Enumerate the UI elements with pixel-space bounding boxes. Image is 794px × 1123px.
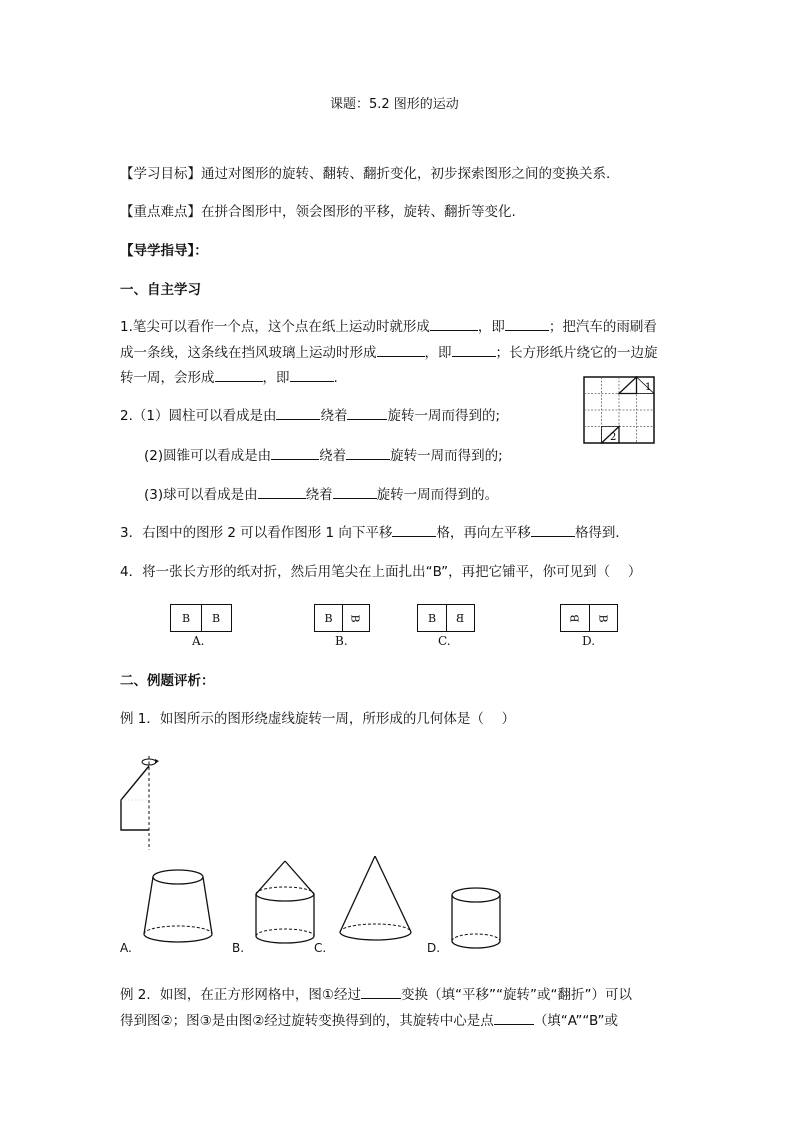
q4-option-b-right (342, 605, 369, 631)
arrowhead-icon (155, 759, 159, 764)
ex2-text-d: （填“A”“B”或 (533, 1013, 618, 1029)
letter-b: B (427, 611, 437, 625)
solid-cone (340, 856, 411, 940)
q2c-text-3: 旋转一周而得到的。 (376, 487, 499, 503)
example-2-line-2 (120, 1012, 618, 1030)
solid-frustum (144, 870, 212, 942)
learning-goal (120, 165, 610, 183)
question-2c (144, 486, 498, 504)
translation-grid-figure (583, 376, 655, 444)
q4-option-a-right (201, 605, 231, 631)
q3-text-2: 格，再向左平移 (436, 525, 531, 541)
q2b-text-2: 绕着 (319, 448, 347, 464)
letter-b-rotated: B (349, 613, 362, 623)
key-points-tag: 【重点难点】 (120, 204, 201, 220)
q4-option-b-box[interactable] (314, 604, 370, 632)
q2a-text-1: 2.（1）圆柱可以看成是由 (120, 408, 277, 424)
rotation-shape (121, 766, 149, 830)
letter-b-mirrored: B (455, 611, 465, 625)
q3-text-1: 3．右图中的图形 2 可以看作图形 1 向下平移 (120, 525, 393, 541)
question-2a (120, 407, 500, 425)
q1-text-c: ；把汽车的雨刷看 (548, 319, 657, 335)
q4-option-d-left (561, 605, 590, 631)
ex2-text-c: 得到图②；图③是由图②经过旋转变换得到的，其旋转中心是点 (120, 1013, 494, 1029)
letter-b: B (324, 611, 333, 625)
answer-blank[interactable] (430, 318, 478, 331)
answer-blank[interactable] (494, 1012, 534, 1025)
q1-text-d: 成一条线，这条线在挡风玻璃上运动时形成 (120, 345, 377, 361)
question-1-line-1 (120, 318, 657, 336)
letter-b: B (211, 611, 221, 625)
q4-option-c-left (418, 605, 447, 631)
solid-cylinder (452, 888, 500, 948)
q1-text-g: 转一周，会形成 (120, 370, 215, 386)
ex1-option-b[interactable]: B. (232, 941, 245, 955)
ex1-option-d[interactable]: D. (427, 941, 441, 955)
page-title: 课题：5.2 图形的运动 (330, 97, 459, 112)
answer-blank[interactable] (271, 447, 319, 460)
q4-option-d-caption: D. (582, 634, 596, 648)
answer-blank[interactable] (276, 407, 320, 420)
q4-option-b-caption: B. (335, 634, 348, 648)
q4-option-d-right (589, 605, 617, 631)
learning-goal-text: 通过对图形的旋转、翻转、翻折变化，初步探索图形之间的变换关系. (201, 166, 611, 182)
q4-option-c-box[interactable] (417, 604, 475, 632)
answer-blank[interactable] (346, 447, 390, 460)
question-1-line-2 (120, 344, 658, 362)
q1-text-e: ，即 (424, 345, 452, 361)
example-2-line-1 (120, 986, 632, 1004)
answer-blank[interactable] (505, 318, 549, 331)
section-examples: 二、例题评析： (120, 673, 215, 689)
answer-blank[interactable] (452, 344, 496, 357)
letter-b: B (181, 611, 191, 625)
letter-b-rotated: B (568, 613, 582, 623)
ex2-text-b: 变换（填“平移”“旋转”或“翻折”）可以 (400, 987, 632, 1003)
q2a-text-3: 旋转一周而得到的; (387, 408, 501, 424)
question-1-line-3 (120, 369, 338, 387)
q2a-text-2: 绕着 (320, 408, 348, 424)
answer-blank[interactable] (290, 369, 334, 382)
solid-cone-cylinder (256, 861, 314, 943)
example-1: 例 1．如图所示的图形绕虚线旋转一周，所形成的几何体是（ ） (120, 711, 516, 727)
ex2-text-a: 例 2．如图，在正方形网格中，图①经过 (120, 987, 361, 1003)
question-4: 4．将一张长方形的纸对折，然后用笔尖在上面扎出“B”，再把它铺平，你可见到（ ） (120, 564, 642, 580)
answer-blank[interactable] (531, 524, 575, 537)
answer-blank[interactable] (215, 369, 263, 382)
rotation-figure (108, 752, 178, 852)
letter-b-rotated: B (596, 613, 610, 623)
question-3 (120, 524, 629, 542)
key-points-text: 在拼合图形中，领会图形的平移，旋转、翻折等变化. (201, 204, 516, 220)
answer-blank[interactable] (347, 407, 387, 420)
q4-option-a-left (171, 605, 202, 631)
q2c-text-1: (3)球可以看成是由 (144, 487, 258, 503)
q1-text-h: ，即 (262, 370, 290, 386)
q1-text-i: . (333, 370, 338, 386)
q4-option-d-box[interactable] (560, 604, 618, 632)
q3-text-3: 格得到． (574, 525, 629, 541)
q4-option-c-caption: C. (438, 634, 451, 648)
answer-blank[interactable] (333, 486, 377, 499)
question-2b (144, 447, 503, 465)
q2b-text-1: (2)圆锥可以看成是由 (144, 448, 272, 464)
q4-option-b-left (315, 605, 343, 631)
ex1-option-c[interactable]: C. (314, 941, 327, 955)
answer-blank[interactable] (377, 344, 425, 357)
guide-heading: 【导学指导】： (120, 243, 208, 259)
answer-blank[interactable] (392, 524, 436, 537)
answer-blank[interactable] (258, 486, 306, 499)
ex1-option-a[interactable]: A. (120, 941, 132, 955)
answer-blank[interactable] (361, 986, 401, 999)
shape-1-label: 1 (645, 382, 652, 393)
key-points (120, 203, 516, 221)
q1-text-a: 1.笔尖可以看作一个点，这个点在纸上运动时就形成 (120, 319, 430, 335)
q2b-text-3: 旋转一周而得到的; (390, 448, 503, 464)
q1-text-b: ，即 (477, 319, 505, 335)
q2c-text-2: 绕着 (305, 487, 333, 503)
q4-option-a-caption: A. (192, 634, 205, 648)
learning-goal-tag: 【学习目标】 (120, 166, 201, 182)
q1-text-f: ；长方形纸片绕它的一边旋 (495, 345, 658, 361)
shape-2-label: 2 (610, 432, 617, 443)
q4-option-a-box[interactable] (170, 604, 232, 632)
section-self-study: 一、自主学习 (120, 282, 201, 298)
q4-option-c-right (446, 605, 474, 631)
